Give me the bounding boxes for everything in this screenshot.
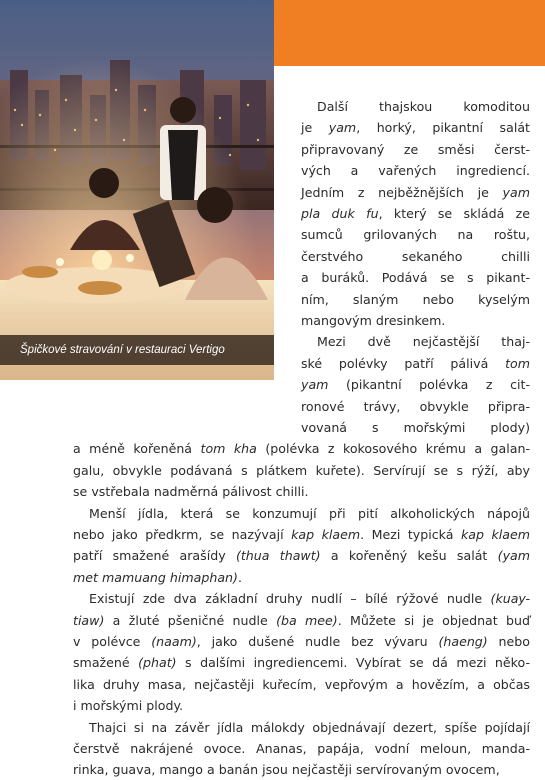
text-line: galu, obvykle podávaná s plátkem kuřete). Servírují se s rýží, aby — [73, 463, 530, 478]
text-line: rinka, guava, mango a banán jsou nejčastěji servírovaným ovocem, — [73, 762, 500, 777]
text-line: mangovým dresinkem. — [301, 313, 446, 328]
text-line: Mezi dvě nejčastější thaj- — [317, 334, 530, 349]
text-line: sumců grilovaných na roštu, — [301, 227, 530, 242]
text-line: je yam, horký, pikantní salát — [301, 120, 530, 135]
orange-header-bar — [274, 0, 545, 66]
text-line: připravovaný ze směsi čerst- — [301, 142, 530, 157]
text-line: ním, slaným nebo kyselým — [301, 292, 530, 307]
text-line: nebo jako předkrm, se nazývají kap klaem. Mezi typická kap klaem — [73, 527, 530, 542]
text-line: ronové trávy, obvykle připra- — [301, 399, 530, 414]
text-line: met mamuang himaphan). — [73, 570, 242, 585]
photo-caption: Špičkové stravování v restauraci Vertigo — [0, 335, 274, 365]
text-line: Thajci si na závěr jídla málokdy objednávají dezert, spíše pojídají — [89, 720, 530, 735]
text-line: pla duk fu, který se skládá ze — [301, 206, 530, 221]
text-line: tiaw) a žluté pšeničné nudle (ba mee). Můžete si je objednat buď — [73, 613, 530, 628]
text-line: se vstřebala nadměrná pálivost chilli. — [73, 484, 309, 499]
text-line: Existují zde dva základní druhy nudlí – bílé rýžové nudle (kuay- — [89, 591, 530, 606]
text-line: ské polévky patří pálivá tom — [301, 356, 530, 371]
text-line: lika druhy masa, nejčastěji kuřecím, vepřovým a hovězím, a občas — [73, 677, 530, 692]
text-line: v polévce (naam), jako dušené nudle bez vývaru (haeng) nebo — [73, 634, 530, 649]
text-line: patří smažené arašídy (thua thawt) a kořeněný kešu salát (yam — [73, 548, 531, 563]
text-line: čerstvého sekaného chilli — [301, 249, 530, 264]
text-line: vovaná s mořskými plody) — [301, 420, 530, 435]
text-line: vých a vařených ingrediencí. — [301, 163, 530, 178]
text-line: i mořskými plody. — [73, 698, 184, 713]
text-line: smažené (phat) s dalšími ingrediencemi. Vybírat se dá mezi něko- — [73, 655, 530, 670]
text-line: yam (pikantní polévka z cit- — [301, 377, 530, 392]
text-line: a méně kořeněná tom kha (polévka z kokosového krému a galan- — [73, 441, 530, 456]
text-line: Jedním z nejběžnějších je yam — [301, 185, 530, 200]
text-line: čerstvě nakrájené ovoce. Ananas, papája, vodní meloun, manda- — [73, 741, 530, 756]
text-line: Další thajskou komoditou — [317, 99, 530, 114]
restaurant-photo — [0, 0, 274, 380]
text-line: Menší jídla, která se konzumují při pití alkoholických nápojů — [89, 506, 530, 521]
text-line: a buráků. Podává se s pikant- — [301, 270, 530, 285]
